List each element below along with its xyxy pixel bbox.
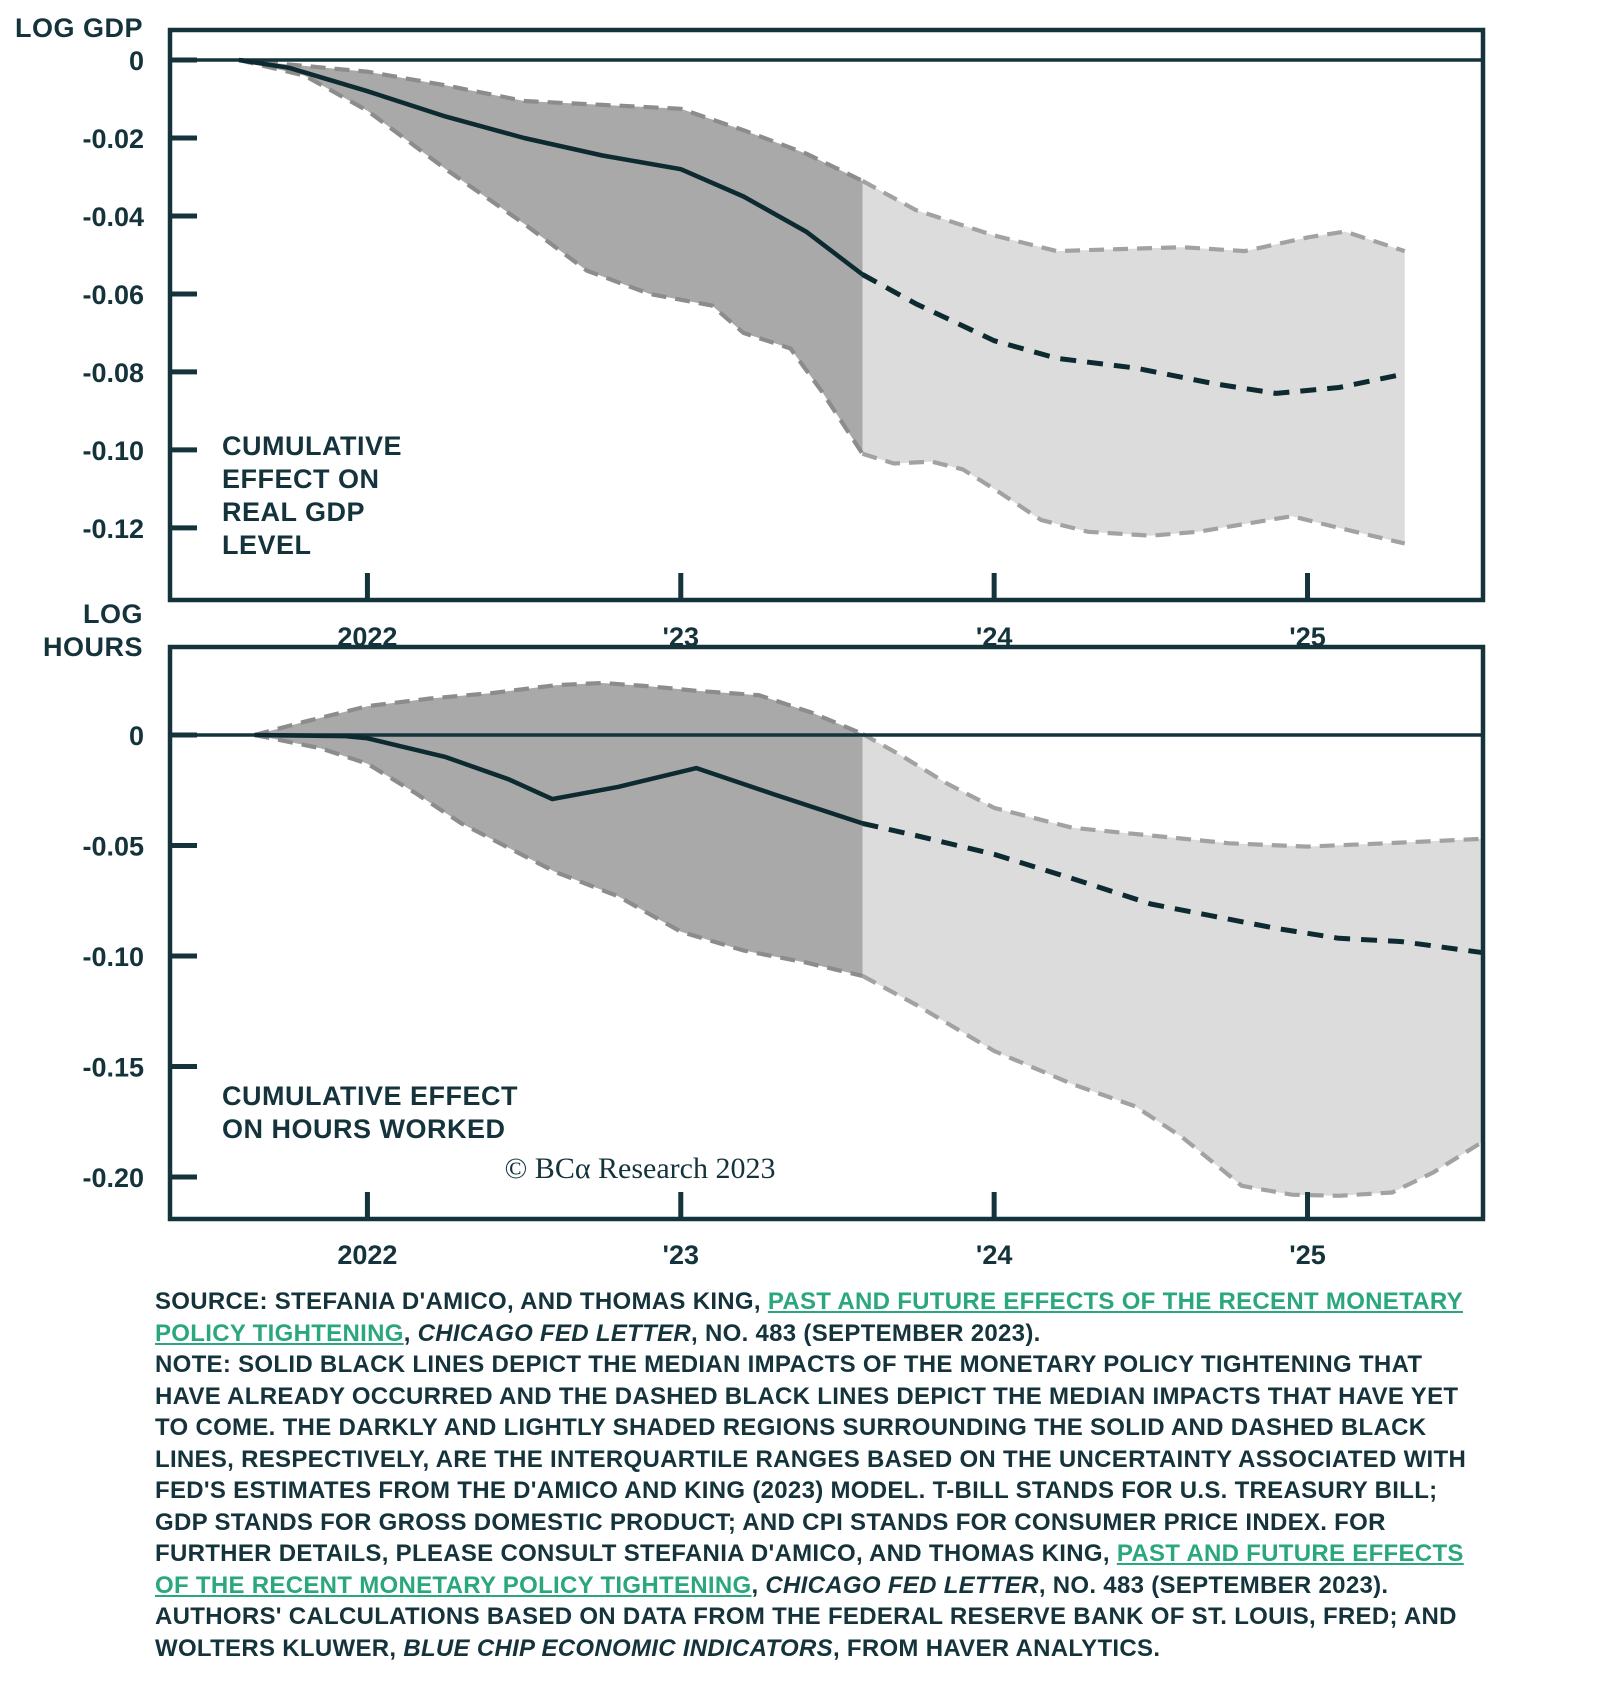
hours-x-tick-label: '23 — [662, 1240, 700, 1270]
gdp-y-tick-label: -0.08 — [82, 357, 144, 388]
source-link[interactable]: PAST AND FUTURE EFFECTS OF THE RECENT MONETARY POLICY TIGHTENING — [155, 1540, 1464, 1599]
gdp-y-tick-label: 0 — [128, 46, 144, 77]
footer-text: CHICAGO FED LETTER — [765, 1571, 1039, 1599]
hours-x-tick-label: 2022 — [337, 1240, 398, 1270]
gdp-x-tick-label: '23 — [662, 622, 700, 652]
gdp-y-tick-label: -0.10 — [82, 435, 144, 466]
footer-text: , FROM HAVER ANALYTICS. — [832, 1634, 1161, 1662]
footer-text: , — [403, 1319, 418, 1347]
hours-y-tick-label: -0.20 — [82, 1163, 144, 1194]
gdp-projected-band — [863, 181, 1405, 544]
hours-x-tick-label: '25 — [1289, 1240, 1326, 1270]
hours-projected-band — [863, 734, 1484, 1196]
footer-text: , NO. 483 (SEPTEMBER 2023). — [691, 1319, 1041, 1347]
copyright-watermark: © BCα Research 2023 — [504, 1152, 776, 1185]
gdp-annotation: CUMULATIVE EFFECT ON REAL GDP LEVEL — [222, 431, 402, 560]
gdp-x-tick-label: '25 — [1289, 622, 1326, 652]
footer-text: SOURCE: STEFANIA D'AMICO, AND THOMAS KING, — [155, 1288, 768, 1315]
hours-x-tick-label: '24 — [975, 1240, 1013, 1270]
hours-y-tick-label: -0.10 — [82, 941, 144, 972]
gdp-realized-band — [239, 60, 863, 454]
gdp-y-tick-label: -0.06 — [82, 279, 144, 310]
hours-y-axis-label: LOG HOURS — [42, 599, 143, 662]
gdp-y-tick-label: -0.04 — [82, 201, 144, 232]
hours-y-tick-label: -0.15 — [82, 1052, 144, 1083]
source-link[interactable]: PAST AND FUTURE EFFECTS OF THE RECENT MONETARY POLICY TIGHTENING — [155, 1288, 1463, 1347]
hours-y-tick-label: 0 — [128, 720, 144, 751]
footer-text: , — [751, 1571, 766, 1599]
gdp-y-tick-label: -0.12 — [82, 513, 144, 544]
hours-realized-band — [255, 683, 863, 976]
footer-text: , NO. 483 (SEPTEMBER 2023). AUTHORS' CALCULATIONS BASED ON DATA FROM THE FEDERAL RESERVE BANK OF ST. LOUIS, FRED; AND WOLTERS KLUWER, — [155, 1571, 1457, 1662]
gdp-x-tick-label: '24 — [975, 622, 1013, 652]
hours-y-tick-label: -0.05 — [82, 831, 144, 862]
footer-text: BLUE CHIP ECONOMIC INDICATORS — [403, 1634, 833, 1662]
footer-text: CHICAGO FED LETTER — [417, 1319, 692, 1347]
gdp-y-axis-label: LOG GDP — [14, 13, 143, 43]
gdp-y-tick-label: -0.02 — [82, 123, 144, 154]
footer-text: NOTE: SOLID BLACK LINES DEPICT THE MEDIAN IMPACTS OF THE MONETARY POLICY TIGHTENING THAT HAVE ALREADY OCCURRED AND THE DASHED BLACK LINES DEPICT THE MEDIAN IMPACTS THAT HAVE YET TO COME. THE DARKLY AND LIGHTLY SHADED REGIONS SURROUNDING THE SOLID AND DASHED BLACK LINES, RESPECTIVELY, ARE THE INTERQUARTILE RANGES BASED ON THE UNCERTAINTY ASSOCIATED WITH FED'S ESTIMATES FROM THE D'AMICO AND KING (2023) MODEL. T-BILL STANDS FOR U.S. TREASURY BILL; GDP STANDS FOR GROSS DOMESTIC PRODUCT; AND CPI STANDS FOR CONSUMER PRICE INDEX. FOR FURTHER DETAILS, PLEASE CONSULT STEFANIA D'AMICO, AND THOMAS KING, — [155, 1351, 1467, 1567]
gdp-x-tick-label: 2022 — [337, 622, 398, 652]
source-note — [155, 1286, 1485, 1664]
hours-annotation: CUMULATIVE EFFECT ON HOURS WORKED — [222, 1081, 518, 1144]
